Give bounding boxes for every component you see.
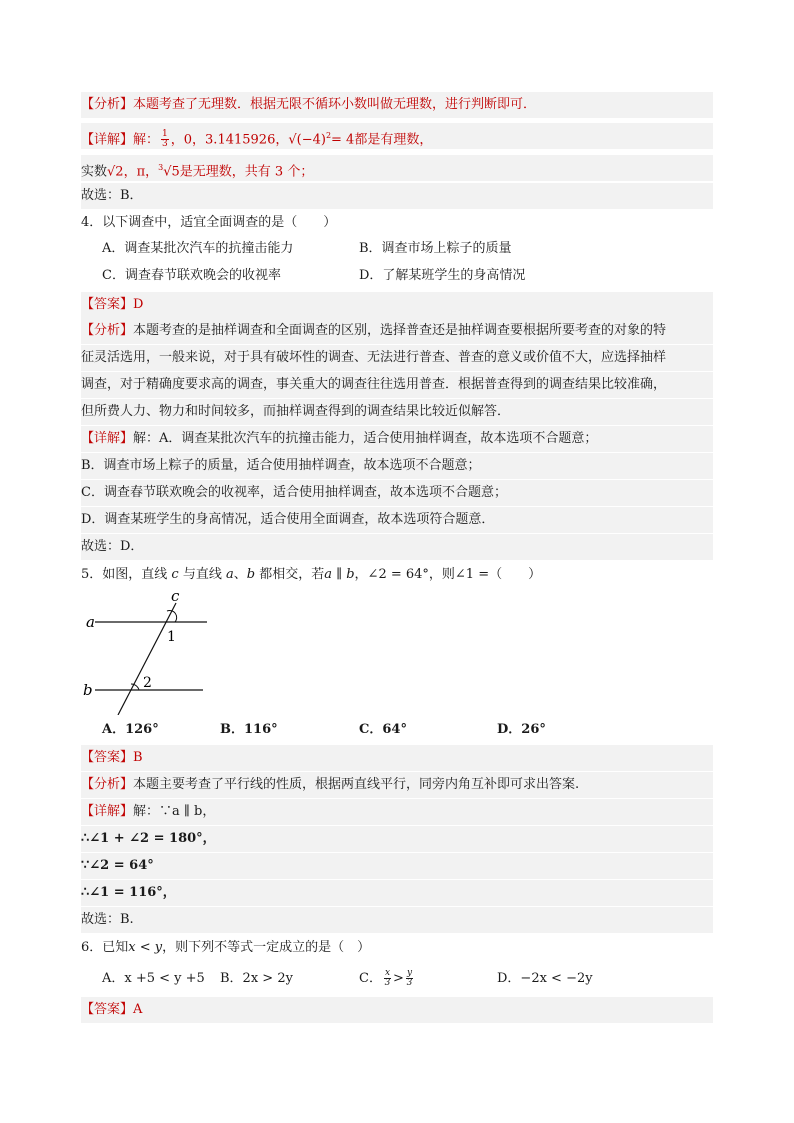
q4-option-d: D．了解某班学生的身高情况 [359,268,526,283]
fraction-x-over-3: $\frac{x}{3}$ [384,968,391,988]
q6-option-b: B．2x > 2y [220,971,293,986]
label-b: b [83,681,93,699]
label-angle-1: 1 [167,629,176,645]
q3-analysis-line [81,92,713,118]
q4-option-a: A．调查某批次汽车的抗撞击能力 [102,241,294,256]
detail-text: 解：A．调查某批次汽车的抗撞击能力，适合使用抽样调查，故本选项不合题意； [133,431,598,446]
q4-analysis-line-2: 征灵活选用，一般来说，对于具有破坏性的调查、无法进行普查、普查的意义或价值不大，应选择抽样 [81,345,713,371]
analysis-text: 本题考查的是抽样调查和全面调查的区别，选择普查还是抽样调查要根据所要考查的对象的特 [133,323,667,338]
q4-detail-line-4: D．调查某班学生的身高情况，适合使用全面调查，故本选项符合题意． [81,507,713,533]
detail-suffix: = 4都是有理数， [331,132,433,148]
q6-answer-line [81,997,713,1023]
q5-step-1: ∴∠1 + ∠2 = 180°， [81,826,713,852]
q5-step-3: ∴∠1 = 116°， [81,880,713,906]
q5-step-2: ∵∠2 = 64° [81,853,713,879]
square-exponent: 2 [325,131,332,140]
answer-value: B [133,750,143,765]
answer-tag: 【答案】 [81,750,134,765]
fraction-y-over-3: $\frac{y}{3}$ [406,968,413,988]
q4-detail-line-2: B．调查市场上粽子的质量，适合使用抽样调查，故本选项不合题意； [81,453,713,479]
q3-choice: 故选：B． [81,183,713,209]
analysis-text: 本题考查了无理数．根据无限不循环小数叫做无理数，进行判断即可． [133,97,537,112]
q4-option-b: B．调查市场上粽子的质量 [359,241,512,256]
detail-tag: 【详解】 [81,431,134,446]
q4-analysis-line-1 [81,318,713,344]
detail-tag: 【详解】 [81,132,134,148]
analysis-tag: 【分析】 [81,777,134,792]
q4-stem: 4．以下调查中，适宜全面调查的是（ ） [81,215,337,230]
detail-first: 解：∵a ∥ b， [133,804,216,819]
q5-choice: 故选：B. [81,907,713,933]
q6-option-c: C． $\frac{x}{3}$ > $\frac{y}{3}$ [359,968,413,988]
q6-option-a: A．x +5 < y +5 [102,971,205,986]
line2-prefix: 实数 [81,164,108,180]
sqrt-expression: √(−4) [288,132,326,148]
label-angle-2: 2 [143,675,152,691]
q4-analysis-line-3: 调查，对于精确度要求高的调查，事关重大的调查往往选用普查．根据普查得到的调查结果比较准确， [81,372,713,398]
q5-detail-line [81,799,713,825]
answer-tag: 【答案】 [81,297,134,312]
q4-answer-line [81,292,713,318]
fraction-one-third: $\frac{1}{3}$ [162,129,168,150]
analysis-tag: 【分析】 [81,323,134,338]
q4-detail-line-1 [81,426,713,452]
parallel-lines-figure [81,589,211,715]
q4-analysis-line-4: 但所费人力、物力和时间较多，而抽样调查得到的调查结果比较近似解答． [81,399,713,425]
analysis-text: 本题主要考查了平行线的性质，根据两直线平行，同旁内角互补即可求出答案. [133,777,580,792]
q5-option-c: C．64° [359,722,407,737]
sqrt-two: √2 [107,164,124,180]
q5-option-d: D．26° [497,722,546,737]
detail-mid: ，0，3.1415926， [170,132,289,148]
q5-option-b: B．116° [220,722,278,737]
q6-option-d: D．−2x < −2y [497,971,593,986]
line2-suffix: 是无理数，共有 3 个； [179,164,314,180]
analysis-tag: 【分析】 [81,97,134,112]
q5-option-a: A．126° [102,722,159,737]
q4-choice: 故选：D． [81,534,713,560]
q5-answer-line [81,745,713,771]
q6-stem: 6．已知x < y，则下列不等式一定成立的是（ ） [81,940,371,955]
label-c: c [171,589,180,605]
answer-value: D [133,297,144,312]
cube-root-five: √5 [163,164,180,180]
q5-stem: 5．如图，直线 c 与直线 a、b 都相交，若a ∥ b，∠2 = 64°，则∠1 =（ ） [81,567,542,582]
q3-detail-line-2 [81,155,713,181]
detail-tag: 【详解】 [81,804,134,819]
detail-prefix: 解： [133,132,160,148]
q3-detail-line [81,123,713,149]
q4-option-c: C．调查春节联欢晚会的收视率 [102,268,281,283]
q6-condition: x < y [128,940,163,955]
label-a: a [86,613,95,631]
cube-root-index: 3 [158,163,164,172]
answer-value: A [133,1002,143,1017]
q4-detail-line-3: C．调查春节联欢晚会的收视率，适合使用抽样调查，故本选项不合题意； [81,480,713,506]
q5-analysis-line [81,772,713,798]
line-c [118,603,176,715]
line2-mid: ，π， [123,164,159,180]
answer-tag: 【答案】 [81,1002,134,1017]
